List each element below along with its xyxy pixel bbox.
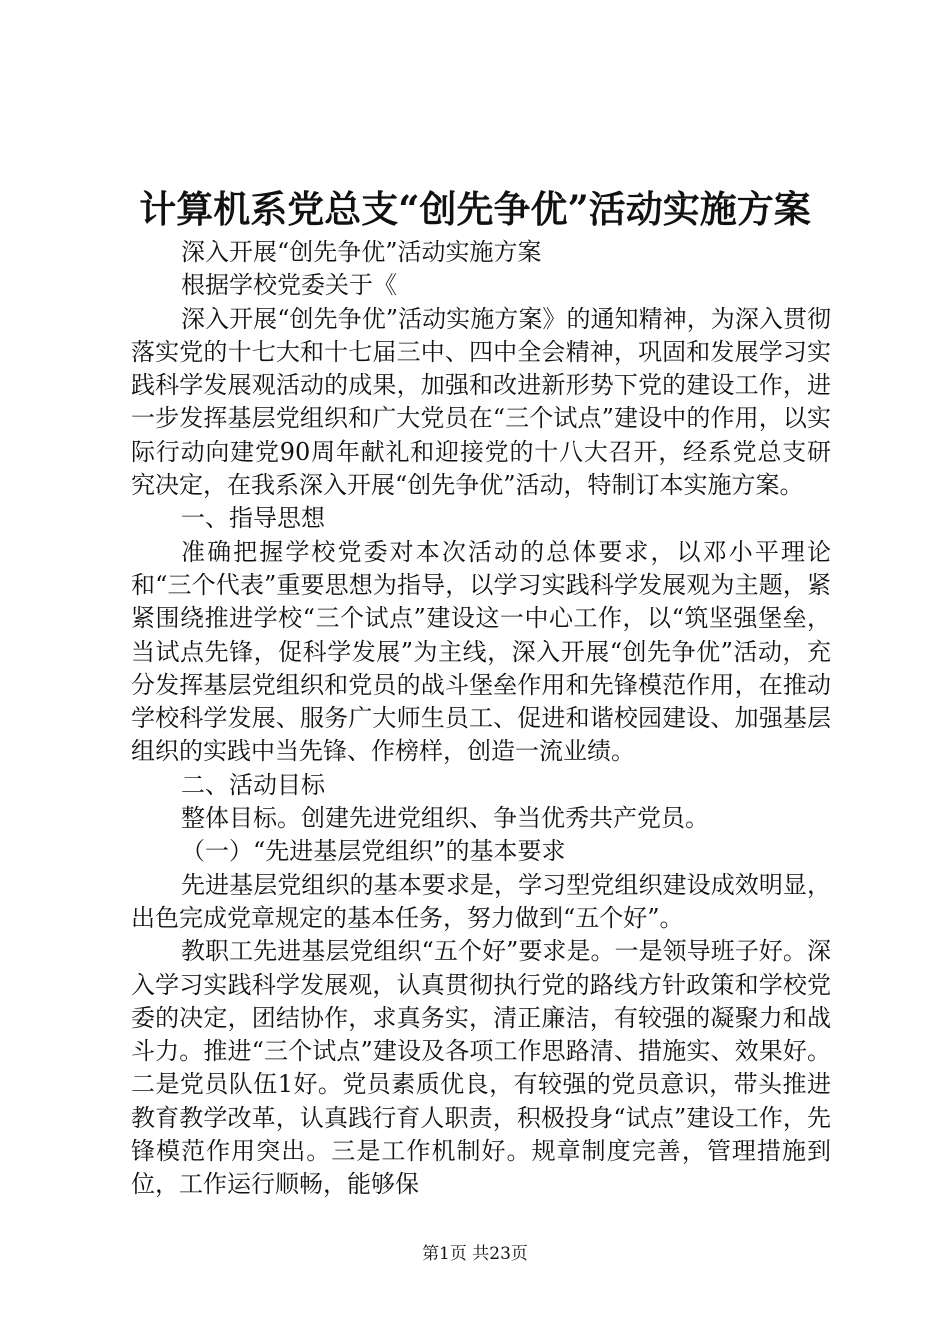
section-heading-guiding-ideology: 一、指导思想	[181, 504, 325, 533]
document-body	[131, 236, 831, 1202]
paragraph-subtitle: 深入开展“创先争优”活动实施方案	[181, 238, 542, 266]
page-number-footer: 第1页 共23页	[422, 1244, 528, 1264]
paragraph-guiding-ideology: 准确把握学校党委对本次活动的总体要求，以邓小平理论和“三个代表”重要思想为指导，以学习实践科学发展观为主题，紧紧围绕推进学校“三个试点”建设这一中心工作，以“筑坚强堡垒，当试点先锋，促科学发展”为主线，深入开展“创先争优”活动，充分发挥基层党组织和党员的战斗堡垒作用和先锋模范作用，在推动学校科学发展、服务广大师生员工、促进和谐校园建设、加强基层组织的实践中当先锋、作榜样，创造一流业绩。	[131, 537, 831, 766]
paragraph-basis: 根据学校党委关于《	[181, 271, 397, 300]
document-title: 计算机系党总支“创先争优”活动实施方案	[139, 187, 811, 231]
subsection-heading-basic-requirements: （一）“先进基层党组织”的基本要求	[181, 837, 566, 866]
section-heading-activity-goals: 二、活动目标	[181, 770, 325, 799]
paragraph-five-goods: 教职工先进基层党组织“五个好”要求是。一是领导班子好。深入学习实践科学发展观，认真贯彻执行党的路线方针政策和学校党委的决定，团结协作，求真务实，清正廉洁，有较强的凝聚力和战斗力。推进“三个试点”建设及各项工作思路清、措施实、效果好。二是党员队伍1好。党员素质优良，有较强的党员意识，带头推进教育教学改革，认真践行育人职责，积极投身“试点”建设工作，先锋模范作用突出。三是工作机制好。规章制度完善，管理措施到位，工作运行顺畅，能够保	[131, 937, 831, 1199]
paragraph-overall-goal: 整体目标。创建先进党组织、争当优秀共产党员。	[181, 804, 709, 833]
paragraph-basic-requirements: 先进基层党组织的基本要求是，学习型党组织建设成效明显，出色完成党章规定的基本任务，努力做到“五个好”。	[131, 870, 831, 932]
paragraph-intro: 深入开展“创先争优”活动实施方案》的通知精神，为深入贯彻落实党的十七大和十七届三中、四中全会精神，巩固和发展学习实践科学发展观活动的成果，加强和改进新形势下党的建设工作，进一步发挥基层党组织和广大党员在“三个试点”建设中的作用，以实际行动向建党90周年献礼和迎接党的十八大召开，经系党总支研究决定，在我系深入开展“创先争优”活动，特制订本实施方案。	[131, 304, 831, 500]
